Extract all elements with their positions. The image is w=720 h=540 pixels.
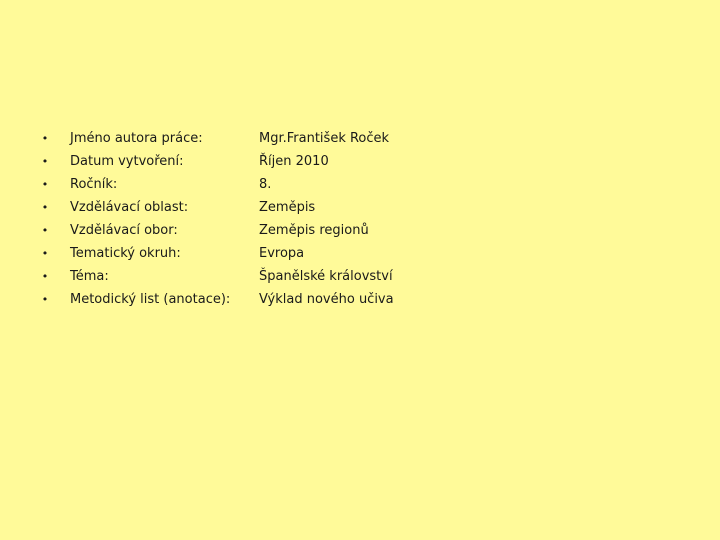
grade-value: 8. [259, 177, 272, 192]
grade-label: Ročník: [70, 177, 118, 192]
bullet-icon: • [41, 132, 49, 145]
field-value: Zeměpis regionů [259, 223, 369, 238]
bullet-icon: • [41, 247, 49, 260]
bullet-icon: • [41, 270, 49, 283]
bullet-icon: • [41, 293, 49, 306]
author-value: Mgr.František Roček [259, 131, 390, 146]
bullet-icon: • [41, 224, 49, 237]
area-value: Zeměpis [259, 200, 316, 215]
annotation-label: Metodický list (anotace): [70, 292, 231, 307]
topic-area-label: Tematický okruh: [70, 246, 181, 261]
bullet-icon: • [41, 201, 49, 214]
annotation-value: Výklad nového učiva [259, 292, 394, 307]
topic-area-value: Evropa [259, 246, 305, 261]
bullet-icon: • [41, 178, 49, 191]
theme-value: Španělské království [259, 269, 393, 284]
date-value: Říjen 2010 [259, 154, 329, 169]
theme-label: Téma: [70, 269, 109, 284]
field-label: Vzdělávací obor: [70, 223, 178, 238]
area-label: Vzdělávací oblast: [70, 200, 189, 215]
author-label: Jméno autora práce: [70, 131, 203, 146]
date-label: Datum vytvoření: [70, 154, 184, 169]
bullet-icon: • [41, 155, 49, 168]
